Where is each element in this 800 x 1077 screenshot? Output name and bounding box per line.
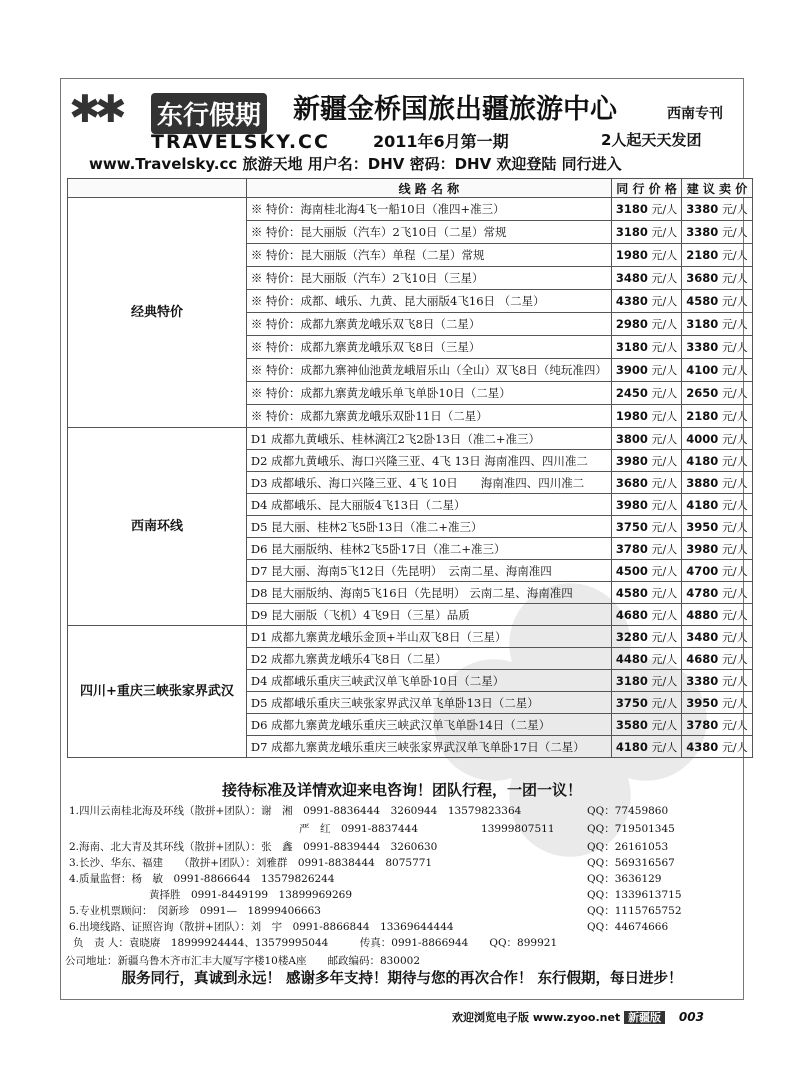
- suggested-price: [682, 450, 752, 472]
- header: [61, 79, 743, 177]
- price-value: 4100: [686, 363, 719, 377]
- price-unit: 元/人: [651, 498, 678, 512]
- price-value: 4500: [615, 563, 648, 578]
- price-unit: 元/人: [651, 203, 678, 216]
- route-name: D7 成都九寨黄龙峨乐重庆三峡张家界武汉单飞单卧17日（二星）: [246, 736, 611, 758]
- price-value: 3750: [615, 695, 648, 710]
- price-unit: 元/人: [651, 520, 678, 534]
- logo: [69, 87, 330, 157]
- price-value: 4000: [686, 431, 719, 446]
- table-header-row: [68, 179, 753, 198]
- price-value: 1980: [615, 248, 648, 262]
- price-unit: 元/人: [721, 226, 748, 239]
- price-value: 4180: [686, 497, 719, 512]
- category-cell: 西南环线: [68, 428, 247, 626]
- route-name: D9 昆大丽版（飞机）4飞9日（三星）品质: [246, 604, 611, 626]
- price-value: 3800: [615, 431, 648, 446]
- daily-departure: 2人起天天发团: [601, 131, 702, 149]
- price-value: 4880: [686, 607, 719, 622]
- price-value: 4780: [686, 585, 719, 600]
- page-footer: [452, 1009, 704, 1025]
- route-name: ※ 特价：成都九寨黄龙峨乐单飞单卧10日（二星）: [246, 382, 611, 405]
- price-unit: 元/人: [721, 387, 748, 400]
- route-name: ※ 特价：成都九寨黄龙峨乐双飞8日（二星）: [246, 313, 611, 336]
- contact-qq: QQ：26161053: [587, 841, 669, 853]
- logo-english: TRAVELSKY.CC: [151, 131, 330, 153]
- price-unit: 元/人: [721, 520, 748, 534]
- suggested-price: [682, 494, 752, 516]
- price-unit: 元/人: [651, 249, 678, 262]
- price-unit: 元/人: [651, 341, 678, 354]
- col-price: 同 行 价 格: [611, 179, 681, 198]
- logo-figures-icon: ✱✱: [69, 87, 121, 131]
- contact-line: 黄择胜 0991-8449199 13899969269: [149, 889, 353, 901]
- suggested-price: [682, 648, 752, 670]
- trade-price: [611, 336, 681, 359]
- price-value: 4580: [615, 585, 648, 600]
- trade-price: [611, 604, 681, 626]
- suggested-price: [682, 626, 752, 648]
- trade-price: [611, 714, 681, 736]
- edition-badge: 新疆版: [624, 1011, 665, 1024]
- route-name: D5 成都峨乐重庆三峡张家界武汉单飞单卧13日（二星）: [246, 692, 611, 714]
- price-value: 2980: [615, 317, 648, 331]
- trade-price: [611, 692, 681, 714]
- route-name: D2 成都九黄峨乐、海口兴隆三亚、4飞 13日 海南准四、四川准二: [246, 450, 611, 472]
- suggested-price: [682, 670, 752, 692]
- trade-price: [611, 538, 681, 560]
- price-unit: 元/人: [651, 718, 678, 732]
- suggested-price: [682, 736, 752, 758]
- routes-body: [68, 198, 753, 758]
- price-unit: 元/人: [651, 476, 678, 490]
- contact-qq: QQ：77459860: [587, 805, 669, 817]
- price-value: 4700: [686, 563, 719, 578]
- trade-price: [611, 428, 681, 450]
- corner-cell: [68, 179, 247, 198]
- price-value: 4480: [615, 651, 648, 666]
- price-value: 3780: [615, 541, 648, 556]
- price-value: 4380: [686, 739, 719, 754]
- price-unit: 元/人: [651, 272, 678, 285]
- price-unit: 元/人: [721, 454, 748, 468]
- routes-table: [67, 178, 753, 758]
- suggested-price: [682, 359, 752, 382]
- suggested-price: [682, 538, 752, 560]
- price-value: 3380: [686, 225, 719, 239]
- suggested-price: [682, 221, 752, 244]
- price-unit: 元/人: [721, 341, 748, 354]
- price-value: 3750: [615, 519, 648, 534]
- price-value: 3680: [615, 475, 648, 490]
- table-row: [68, 626, 753, 648]
- price-unit: 元/人: [651, 586, 678, 600]
- manager-line: 负 责 人：袁晓赓 18999924444、13579995044 传真：0991-8866944 QQ：899921: [73, 937, 558, 949]
- issue-label: 2011年6月第一期: [373, 132, 509, 151]
- trade-price: [611, 670, 681, 692]
- price-value: 2180: [686, 248, 719, 262]
- price-value: 1980: [615, 409, 648, 423]
- suggested-price: [682, 472, 752, 494]
- price-unit: 元/人: [651, 318, 678, 331]
- price-unit: 元/人: [721, 740, 748, 754]
- contact-qq: QQ：1115765752: [587, 905, 682, 917]
- trade-price: [611, 267, 681, 290]
- footer-headline: 接待标准及详情欢迎来电咨询！团队行程，一团一议！: [221, 781, 582, 799]
- price-value: 3180: [686, 317, 719, 331]
- price-value: 3180: [615, 202, 648, 216]
- price-value: 3480: [615, 271, 648, 285]
- price-unit: 元/人: [721, 203, 748, 216]
- price-unit: 元/人: [651, 696, 678, 710]
- trade-price: [611, 382, 681, 405]
- contact-line: 2.海南、北大青及其环线（散拼+团队）：张 鑫 0991-8839444 3260630: [69, 841, 438, 853]
- suggested-price: [682, 244, 752, 267]
- price-value: 4180: [615, 739, 648, 754]
- footer-slogan: 服务同行，真诚到永远！ 感谢多年支持！期待与您的再次合作！ 东行假期，每日进步！: [121, 971, 683, 987]
- price-unit: 元/人: [721, 476, 748, 490]
- suggested-price: [682, 714, 752, 736]
- price-unit: 元/人: [721, 249, 748, 262]
- route-name: D3 成都峨乐、海口兴隆三亚、4飞 10日 海南准四、四川准二: [246, 472, 611, 494]
- trade-price: [611, 290, 681, 313]
- price-unit: 元/人: [721, 295, 748, 308]
- price-value: 3880: [686, 475, 719, 490]
- trade-price: [611, 736, 681, 758]
- suggested-price: [682, 290, 752, 313]
- trade-price: [611, 626, 681, 648]
- price-value: 3980: [615, 453, 648, 468]
- price-value: 3480: [686, 629, 719, 644]
- suggested-price: [682, 336, 752, 359]
- flyer-page: [60, 78, 748, 1000]
- price-value: 4380: [615, 294, 648, 308]
- edition-label: 西南专刊: [667, 106, 723, 122]
- trade-price: [611, 198, 681, 221]
- page-title: 新疆金桥国旅出疆旅游中心: [293, 94, 617, 125]
- price-value: 2650: [686, 386, 719, 400]
- contact-line: 严 红 0991-8837444 13999807511: [299, 823, 555, 835]
- contact-line: 6.出境线路、证照咨询（散拼+团队）：刘 宇 0991-8866844 13369644444: [69, 921, 454, 933]
- price-unit: 元/人: [721, 564, 748, 578]
- price-unit: 元/人: [651, 410, 678, 423]
- route-name: D2 成都九寨黄龙峨乐4飞8日（二星）: [246, 648, 611, 670]
- price-unit: 元/人: [651, 432, 678, 446]
- page-number: 003: [678, 1010, 704, 1024]
- price-unit: 元/人: [651, 226, 678, 239]
- address-line: 公司地址：新疆乌鲁木齐市汇丰大厦写字楼10楼A座 邮政编码：830002: [65, 955, 421, 967]
- trade-price: [611, 244, 681, 267]
- suggested-price: [682, 516, 752, 538]
- route-name: ※ 特价：成都、峨乐、九黄、昆大丽版4飞16日 （二星）: [246, 290, 611, 313]
- price-value: 3380: [686, 202, 719, 216]
- price-unit: 元/人: [651, 674, 678, 688]
- suggested-price: [682, 198, 752, 221]
- contact-qq: QQ：569316567: [587, 857, 675, 869]
- price-value: 4680: [686, 651, 719, 666]
- trade-price: [611, 221, 681, 244]
- route-name: ※ 特价：昆大丽版（汽车）单程（二星）常规: [246, 244, 611, 267]
- price-unit: 元/人: [651, 387, 678, 400]
- price-unit: 元/人: [721, 674, 748, 688]
- route-name: ※ 特价：成都九寨神仙池黄龙峨眉乐山（全山）双飞8日（纯玩准四）: [246, 359, 611, 382]
- price-unit: 元/人: [651, 542, 678, 556]
- trade-price: [611, 450, 681, 472]
- suggested-price: [682, 428, 752, 450]
- price-value: 3380: [686, 673, 719, 688]
- suggested-price: [682, 405, 752, 428]
- price-value: 3180: [615, 673, 648, 688]
- route-name: D1 成都九寨黄龙峨乐金顶+半山双飞8日（三星）: [246, 626, 611, 648]
- price-value: 3950: [686, 695, 719, 710]
- price-unit: 元/人: [721, 318, 748, 331]
- price-value: 3780: [686, 717, 719, 732]
- footer-website[interactable]: 欢迎浏览电子版 www.zyoo.net: [452, 1011, 621, 1024]
- trade-price: [611, 582, 681, 604]
- price-unit: 元/人: [651, 295, 678, 308]
- website-login-line: www.Travelsky.cc 旅游天地 用户名：DHV 密码：DHV 欢迎登陆 同行进入: [89, 155, 622, 173]
- price-unit: 元/人: [651, 454, 678, 468]
- price-unit: 元/人: [721, 586, 748, 600]
- route-name: D4 成都峨乐、昆大丽版4飞13日（二星）: [246, 494, 611, 516]
- trade-price: [611, 560, 681, 582]
- logo-chinese: 东行假期: [151, 93, 267, 134]
- contact-qq: QQ：1339613715: [587, 889, 682, 901]
- price-unit: 元/人: [721, 608, 748, 622]
- price-value: 4580: [686, 294, 719, 308]
- price-value: 4680: [615, 607, 648, 622]
- price-unit: 元/人: [721, 272, 748, 285]
- trade-price: [611, 313, 681, 336]
- col-route: 线 路 名 称: [246, 179, 611, 198]
- trade-price: [611, 494, 681, 516]
- contact-line: 3.长沙、华东、福建 （散拼+团队）：刘雅群 0991-8838444 8075771: [69, 857, 433, 869]
- price-unit: 元/人: [721, 696, 748, 710]
- contact-line: 4.质量监督：杨 敏 0991-8866644 13579826244: [69, 873, 335, 885]
- col-suggest: 建 议 卖 价: [682, 179, 752, 198]
- price-unit: 元/人: [721, 410, 748, 423]
- trade-price: [611, 405, 681, 428]
- suggested-price: [682, 692, 752, 714]
- route-name: D8 昆大丽版纳、海南5飞16日（先昆明） 云南二星、海南准四: [246, 582, 611, 604]
- price-unit: 元/人: [721, 498, 748, 512]
- suggested-price: [682, 560, 752, 582]
- route-name: ※ 特价：成都九寨黄龙峨乐双飞8日（三星）: [246, 336, 611, 359]
- route-name: D6 成都九寨黄龙峨乐重庆三峡武汉单飞单卧14日（二星）: [246, 714, 611, 736]
- price-unit: 元/人: [721, 652, 748, 666]
- price-value: 3180: [615, 340, 648, 354]
- route-name: ※ 特价：成都九寨黄龙峨乐双卧11日（二星）: [246, 405, 611, 428]
- table-row: [68, 198, 753, 221]
- price-unit: 元/人: [651, 740, 678, 754]
- contact-qq: QQ：3636129: [587, 873, 662, 885]
- contact-qq: QQ：44674666: [587, 921, 669, 933]
- trade-price: [611, 648, 681, 670]
- price-unit: 元/人: [721, 718, 748, 732]
- trade-price: [611, 472, 681, 494]
- route-name: D7 昆大丽、海南5飞12日（先昆明） 云南二星、海南准四: [246, 560, 611, 582]
- route-name: ※ 特价：海南桂北海4飞一船10日（准四+准三）: [246, 198, 611, 221]
- price-unit: 元/人: [651, 652, 678, 666]
- suggested-price: [682, 604, 752, 626]
- route-name: D1 成都九黄峨乐、桂林漓江2飞2卧13日（准二+准三）: [246, 428, 611, 450]
- suggested-price: [682, 313, 752, 336]
- contact-footer: [61, 775, 743, 997]
- price-value: 2450: [615, 386, 648, 400]
- price-value: 3900: [615, 363, 648, 377]
- route-name: ※ 特价：昆大丽版（汽车）2飞10日（二星）常规: [246, 221, 611, 244]
- price-value: 3380: [686, 340, 719, 354]
- price-value: 4180: [686, 453, 719, 468]
- price-unit: 元/人: [721, 542, 748, 556]
- price-value: 3950: [686, 519, 719, 534]
- price-unit: 元/人: [721, 432, 748, 446]
- suggested-price: [682, 267, 752, 290]
- price-value: 2180: [686, 409, 719, 423]
- price-value: 3180: [615, 225, 648, 239]
- price-unit: 元/人: [651, 608, 678, 622]
- price-unit: 元/人: [651, 364, 678, 377]
- category-cell: 四川+重庆三峡张家界武汉: [68, 626, 247, 758]
- route-name: D6 昆大丽版纳、桂林2飞5卧17日（准二+准三）: [246, 538, 611, 560]
- price-value: 3680: [686, 271, 719, 285]
- price-value: 3980: [686, 541, 719, 556]
- price-unit: 元/人: [651, 630, 678, 644]
- price-value: 3280: [615, 629, 648, 644]
- route-name: D4 成都峨乐重庆三峡武汉单飞单卧10日（二星）: [246, 670, 611, 692]
- price-unit: 元/人: [651, 564, 678, 578]
- contact-line: 1.四川云南桂北海及环线（散拼+团队）：谢 湘 0991-8836444 3260944 13579823364: [69, 805, 522, 817]
- price-value: 3580: [615, 717, 648, 732]
- route-name: D5 昆大丽、桂林2飞5卧13日（准二+准三）: [246, 516, 611, 538]
- contact-qq: QQ：719501345: [587, 823, 675, 835]
- price-unit: 元/人: [721, 630, 748, 644]
- suggested-price: [682, 382, 752, 405]
- price-value: 3980: [615, 497, 648, 512]
- category-cell: 经典特价: [68, 198, 247, 428]
- trade-price: [611, 516, 681, 538]
- route-name: ※ 特价：昆大丽版（汽车）2飞10日（三星）: [246, 267, 611, 290]
- trade-price: [611, 359, 681, 382]
- table-row: [68, 428, 753, 450]
- suggested-price: [682, 582, 752, 604]
- price-unit: 元/人: [721, 364, 748, 377]
- contact-line: 5.专业机票顾问： 闵新珍 0991— 18999406663: [69, 905, 321, 917]
